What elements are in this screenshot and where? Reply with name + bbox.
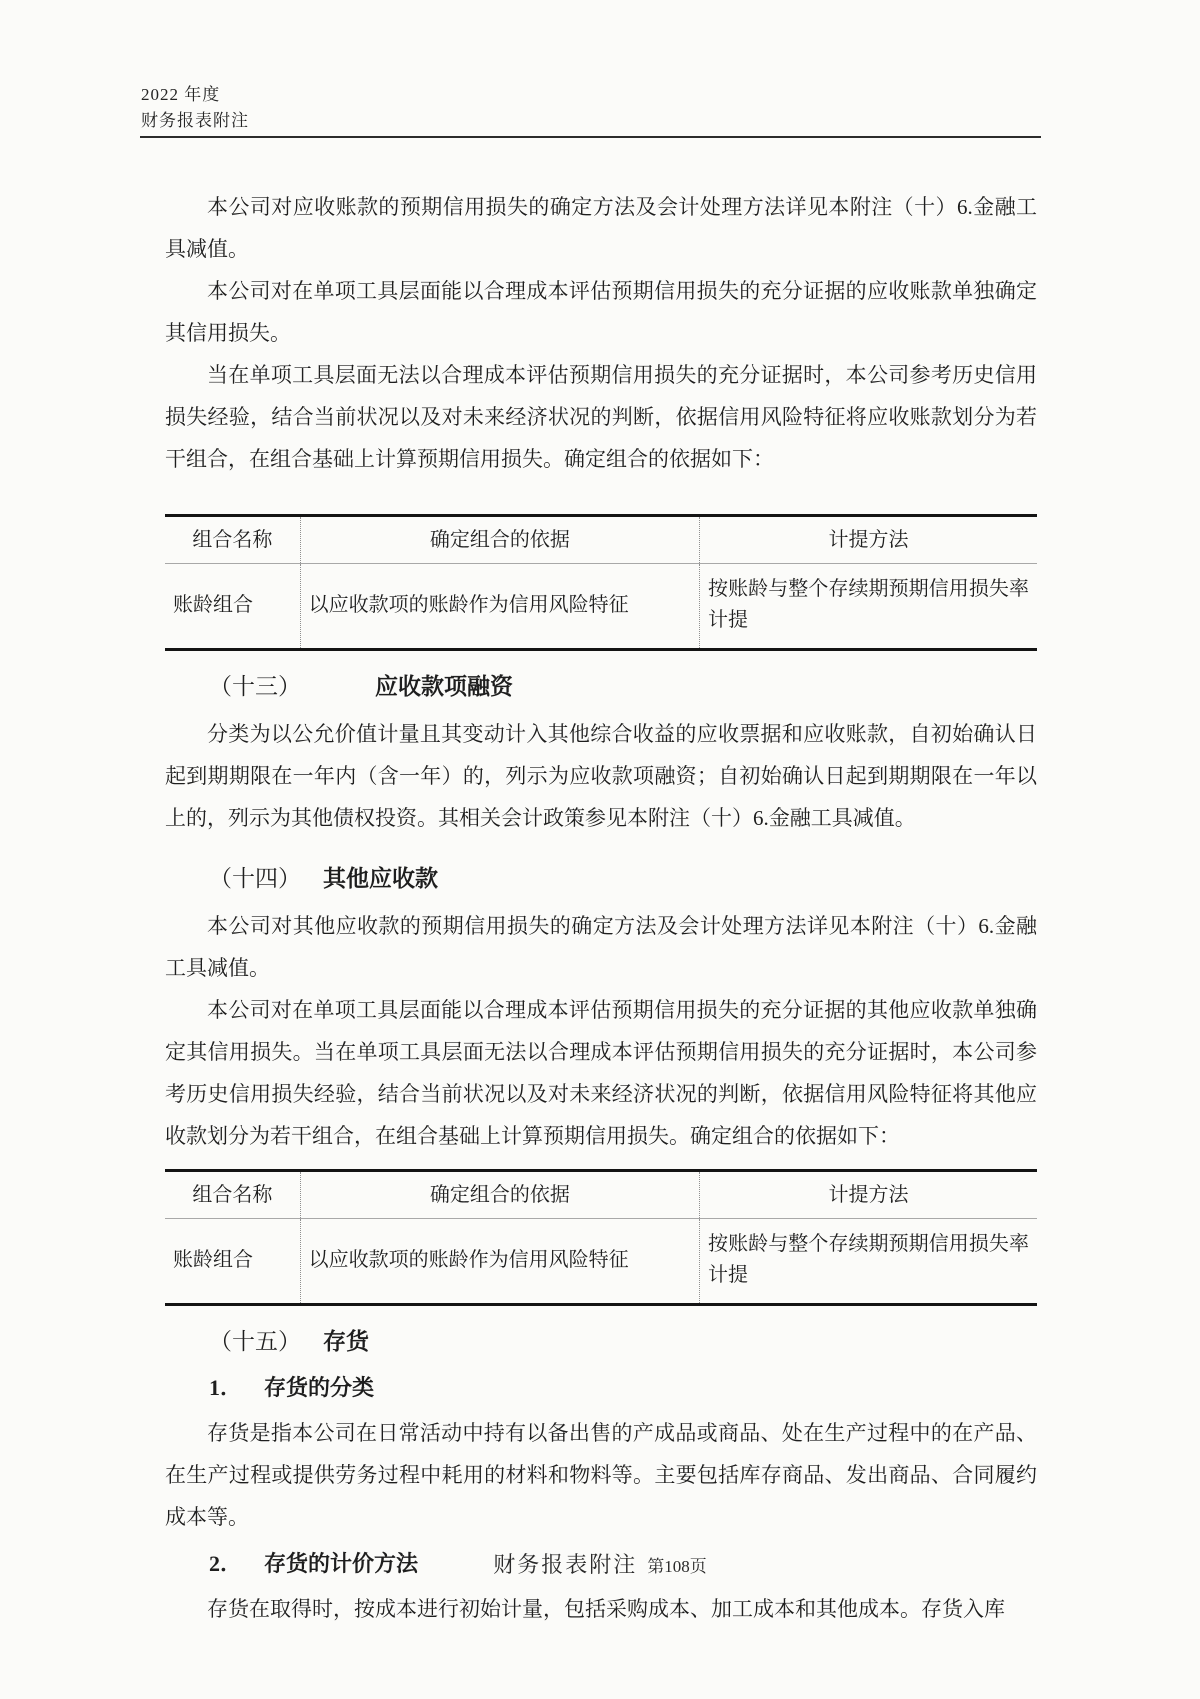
cell-portfolio-name: 账龄组合 — [173, 1248, 253, 1271]
header-doc-title: 财务报表附注 — [141, 111, 249, 130]
paragraph-inventory-measurement: 存货在取得时，按成本进行初始计量，包括采购成本、加工成本和其他成本。存货入库 — [207, 1597, 1005, 1621]
section-number: （十三） — [209, 674, 301, 699]
paragraph-inventory-definition: 存货是指本公司在日常活动中持有以备出售的产成品或商品、处在生产过程中的在产品、在生产过程或提供劳务过程中耗用的材料和物料等。主要包括库存商品、发出商品、合同履约成本等。 — [165, 1421, 1037, 1529]
cell-portfolio-name: 账龄组合 — [173, 593, 253, 616]
col-header-basis: 确定组合的依据 — [300, 1171, 699, 1219]
section-heading-14 — [209, 859, 1037, 899]
subsection-title: 存货的计价方法 — [264, 1551, 419, 1576]
receivables-portfolio-table — [165, 514, 1037, 651]
paragraph-ar-portfolio: 当在单项工具层面无法以合理成本评估预期信用损失的充分证据时，本公司参考历史信用损失经验，结合当前状况以及对未来经济状况的判断，依据信用风险特征将应收账款划分为若干组合，在组合基础上计算预期信用损失。确定组合的依据如下： — [165, 363, 1037, 471]
page-content — [165, 186, 1037, 1630]
section-title: 应收款项融资 — [375, 674, 513, 699]
cell-method: 按账龄与整个存续期预期信用损失率计提 — [700, 1219, 1037, 1305]
section-title: 其他应收款 — [323, 866, 438, 891]
col-header-portfolio-name: 组合名称 — [165, 516, 300, 564]
paragraph-receivables-financing: 分类为以公允价值计量且其变动计入其他综合收益的应收票据和应收账款，自初始确认日起到期期限在一年内（含一年）的，列示为应收款项融资；自初始确认日起到期期限在一年以上的，列示为其他债权投资。其相关会计政策参见本附注（十）6.金融工具减值。 — [165, 722, 1037, 830]
subsection-title: 存货的分类 — [264, 1375, 375, 1400]
paragraph-ar-individual: 本公司对在单项工具层面能以合理成本评估预期信用损失的充分证据的应收账款单独确定其信用损失。 — [165, 279, 1037, 345]
footer-page-number: 第108页 — [647, 1557, 707, 1576]
table-row — [165, 564, 1037, 650]
cell-basis: 以应收款项的账龄作为信用风险特征 — [300, 1219, 699, 1305]
subsection-number: 2． — [209, 1551, 243, 1576]
footer-doc-title: 财务报表附注 — [493, 1552, 638, 1577]
table-header-row — [165, 1171, 1037, 1219]
paragraph-ar-ecl-method: 本公司对应收账款的预期信用损失的确定方法及会计处理方法详见本附注（十）6.金融工具减值。 — [165, 195, 1037, 261]
subsection-heading-inventory-classification — [209, 1368, 1037, 1408]
header-year: 2022 年度 — [141, 85, 221, 104]
cell-method: 按账龄与整个存续期预期信用损失率计提 — [700, 564, 1037, 650]
subsection-number: 1． — [209, 1375, 243, 1400]
col-header-method: 计提方法 — [700, 1171, 1037, 1219]
section-number: （十四） — [209, 866, 301, 891]
col-header-basis: 确定组合的依据 — [300, 516, 699, 564]
header-rule — [140, 136, 1041, 138]
paragraph-or-ecl-method: 本公司对其他应收款的预期信用损失的确定方法及会计处理方法详见本附注（十）6.金融工具减值。 — [165, 914, 1037, 980]
section-heading-15 — [209, 1322, 1037, 1362]
section-number: （十五） — [209, 1329, 301, 1354]
paragraph-or-portfolio: 本公司对在单项工具层面能以合理成本评估预期信用损失的充分证据的其他应收款单独确定其信用损失。当在单项工具层面无法以合理成本评估预期信用损失的充分证据时，本公司参考历史信用损失经验，结合当前状况以及对未来经济状况的判断，依据信用风险特征将其他应收款划分为若干组合，在组合基础上计算预期信用损失。确定组合的依据如下： — [165, 998, 1037, 1148]
col-header-method: 计提方法 — [700, 516, 1037, 564]
cell-basis: 以应收款项的账龄作为信用风险特征 — [300, 564, 699, 650]
section-title: 存货 — [323, 1329, 369, 1354]
other-receivables-portfolio-table — [165, 1169, 1037, 1306]
section-heading-13 — [209, 667, 1037, 707]
running-header — [141, 82, 249, 134]
table-row — [165, 1219, 1037, 1305]
page-footer — [0, 1548, 1200, 1579]
table-header-row — [165, 516, 1037, 564]
col-header-portfolio-name: 组合名称 — [165, 1171, 300, 1219]
